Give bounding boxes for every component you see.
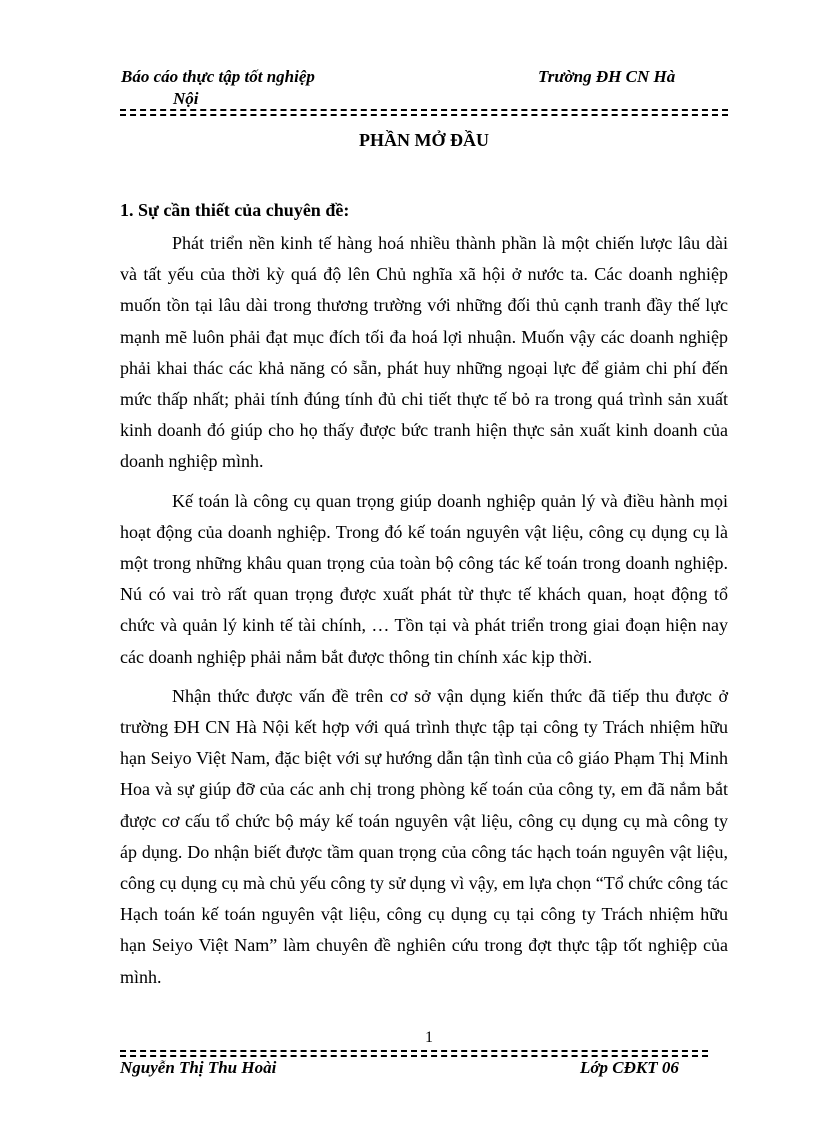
header-report-title-line1: Báo cáo thực tập tốt nghiệp (121, 67, 315, 86)
section-heading: 1. Sự cần thiết của chuyên đề: (120, 200, 350, 220)
page-title: PHẦN MỞ ĐẦU (359, 130, 489, 150)
footer-divider-second (120, 1055, 708, 1057)
paragraph: Kế toán là công cụ quan trọng giúp doanh nghiệp quản lý và điều hành mọi hoạt động của doanh nghiệp. Trong đó kế toán nguyên vật liệu, công cụ dụng cụ là một trong những khâu quan trọng của toàn bộ công tác kế toán trong doanh nghiệp. Nú có vai trò rất quan trọng được xuất phát từ thực tế khách quan, hoạt động tổ chức và quản lý kinh tế tài chính, … Tồn tại và phát triển trong giai đoạn hiện nay các doanh nghiệp phải nắm bắt được thông tin chính xác kịp thời. (120, 490, 728, 667)
body-text (120, 228, 728, 1001)
header-school-name: Trường ĐH CN Hà (538, 67, 676, 86)
footer-divider (120, 1050, 708, 1052)
header-report-title-line2: Nội (173, 89, 199, 108)
paragraph: Phát triển nền kinh tế hàng hoá nhiều thành phần là một chiến lược lâu dài và tất yếu của thời kỳ quá độ lên Chủ nghĩa xã hội ở nước ta. Các doanh nghiệp muốn tồn tại lâu dài trong thương trường với những đối thủ cạnh tranh đầy thế lực mạnh mẽ luôn phải đạt mục đích tối đa hoá lợi nhuận. Muốn vậy các doanh nghiệp phải khai thác các khả năng có sẵn, phát huy những ngoại lực để giảm chi phí đến mức thấp nhất; phải tính đúng tính đủ chi tiết thực tế bỏ ra trong quá trình sản xuất kinh doanh đó giúp cho họ thấy được bức tranh hiện thực sản xuất kinh doanh của doanh nghiệp mình. (120, 233, 728, 472)
footer-author: Nguyễn Thị Thu Hoài (120, 1058, 277, 1077)
header-divider (120, 109, 728, 111)
footer-class: Lớp CĐKT 06 (580, 1058, 679, 1077)
header-divider-second (120, 114, 728, 116)
header-report-title (121, 66, 315, 110)
page-number: 1 (425, 1029, 433, 1046)
paragraph: Nhận thức được vấn đề trên cơ sở vận dụng kiến thức đã tiếp thu được ở trường ĐH CN Hà Nội kết hợp với quá trình thực tập tại công ty Trách nhiệm hữu hạn Seiyo Việt Nam, đặc biệt với sự hướng dẫn tận tình của cô giáo Phạm Thị Minh Hoa và sự giúp đỡ của các anh chị trong phòng kế toán của công ty, em đã nắm bắt được cơ cấu tổ chức bộ máy kế toán nguyên vật liệu, công cụ dụng cụ mà công ty áp dụng. Do nhận biết được tầm quan trọng của công tác hạch toán nguyên vật liệu, công cụ dụng cụ mà chủ yếu công ty sử dụng vì vậy, em lựa chọn “Tổ chức công tác Hạch toán kế toán nguyên vật liệu, công cụ dụng cụ tại công ty Trách nhiệm hữu hạn Seiyo Việt Nam” làm chuyên đề nghiên cứu trong đợt thực tập tốt nghiệp của mình. (120, 685, 728, 987)
